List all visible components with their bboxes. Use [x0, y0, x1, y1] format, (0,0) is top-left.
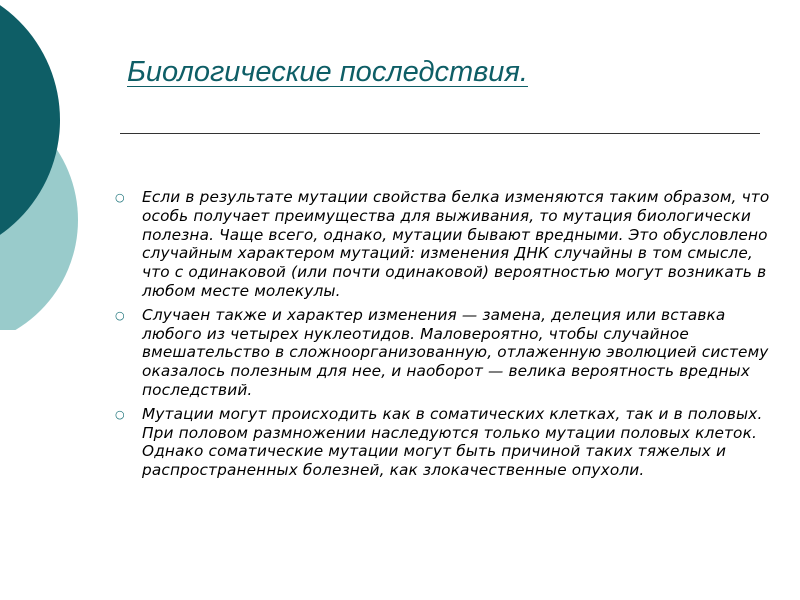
bullet-text: Случаен также и характер изменения — замена, делеция или вставка любого из четырех нуклеотидов. Маловероятно, чтобы случайное вмешательство в сложноорганизованную, отлаженную эволюцией систему оказалось полезным для нее, и наоборот — велика вероятность вредных последствий.	[142, 305, 769, 399]
slide-title: Биологические последствия.	[127, 56, 528, 88]
bullet-item	[112, 405, 777, 480]
bullet-text: Если в результате мутации свойства белка изменяются таким образом, что особь получает преимущества для выживания, то мутация биологически полезна. Чаще всего, однако, мутации бывают вредными. Это обусловлено случайным характером мутаций: изменения ДНК случайны в том смысле, что с одинаковой (или почти одинаковой) вероятностью могут возникать в любом месте молекулы.	[142, 188, 770, 300]
title-divider	[120, 133, 760, 134]
bullet-circle-icon: ○	[115, 191, 125, 204]
bullet-item	[112, 306, 777, 400]
bullet-circle-icon: ○	[115, 308, 125, 322]
bullet-list	[112, 188, 777, 485]
bullet-text: Мутации могут происходить как в соматических клетках, так и в половых. При половом размножении наследуются только мутации половых клеток. Однако соматические мутации могут быть причиной таких тяжелых и распространенных болезней, как злокачественные опухоли.	[142, 404, 763, 480]
bullet-circle-icon: ○	[115, 407, 125, 421]
bullet-item	[112, 188, 777, 301]
decorative-circles	[0, 0, 120, 330]
